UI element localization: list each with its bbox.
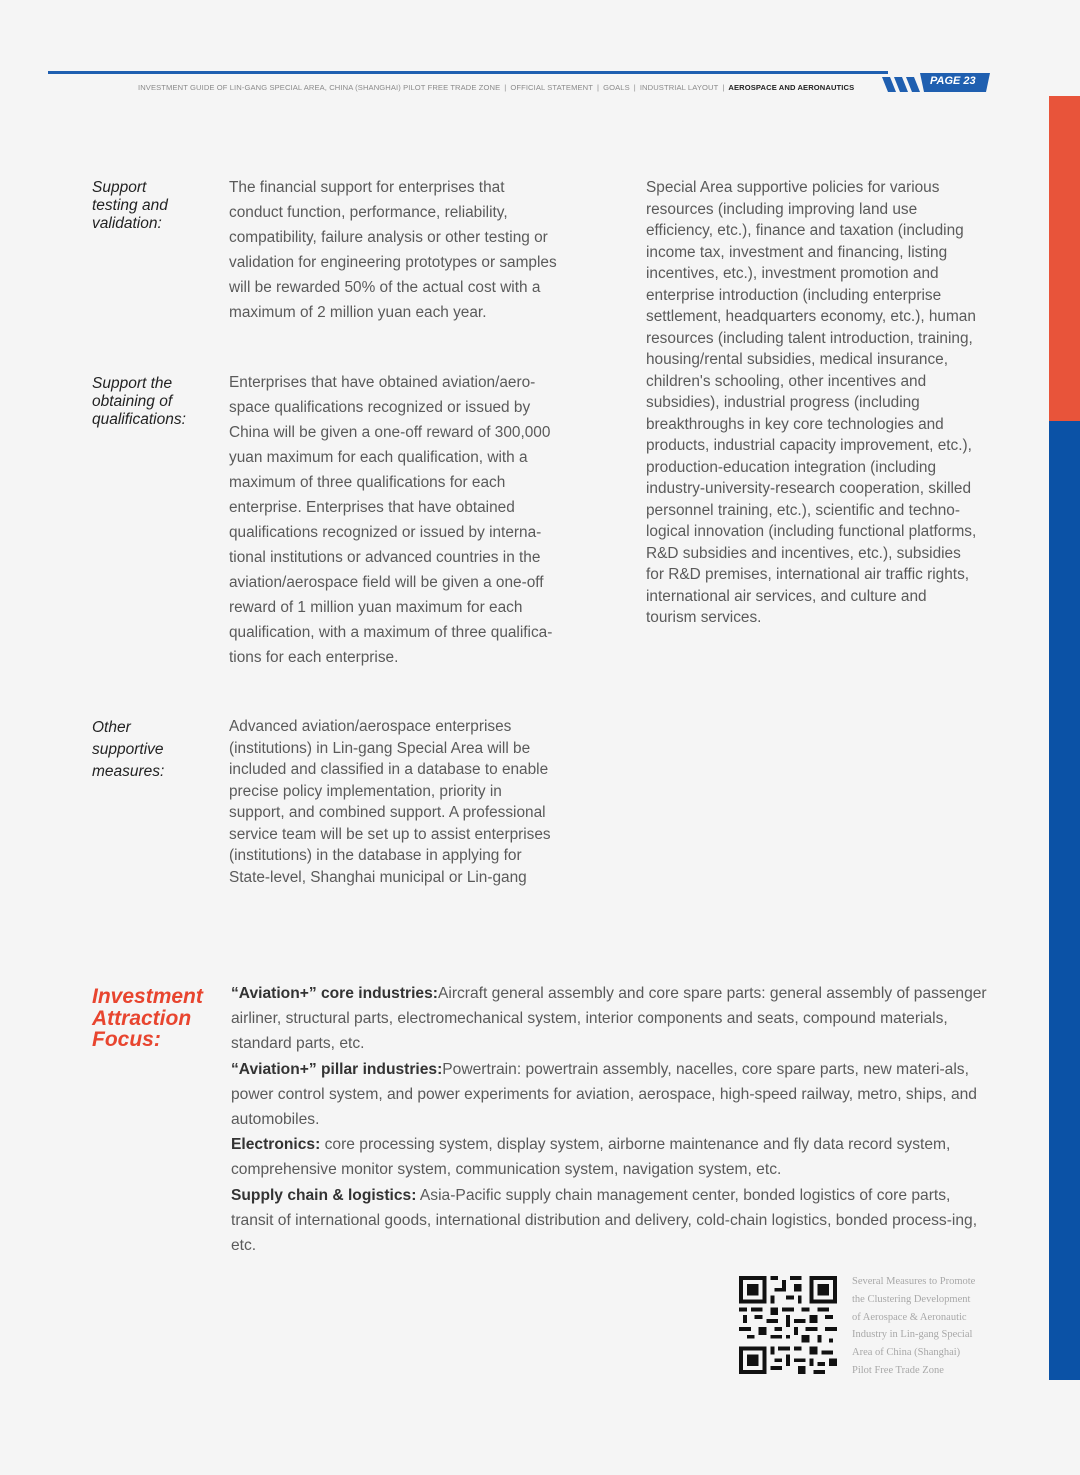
measure-text-other: Advanced aviation/aerospace enterprises (institutions) in Lin-gang Special Area will be included and classified in a database to enable precise policy implementation, priority in support, and combined support. A professional service team will be set up to assist enterprises (institutions) in the database in applying for State-level, Shanghai municipal or Lin-gang	[229, 718, 551, 886]
breadcrumb-item[interactable]: OFFICIAL STATEMENT	[510, 83, 594, 92]
focus-title: Investment Attraction Focus:	[92, 985, 203, 1051]
badge-stripe	[906, 77, 920, 92]
breadcrumb: INVESTMENT GUIDE OF LIN-GANG SPECIAL AREA, CHINA (SHANGHAI) PILOT FREE TRADE ZONE | OFFICIAL STATEMENT | GOALS | INDUSTRIAL LAYOUT | AEROSPACE AND AERONAUTICS	[138, 83, 855, 92]
focus-item: “Aviation+” core industries:Aircraft general assembly and core spare parts: general assembly of passenger airliner, structural parts, electromechanical system, interior components and seats, compound materials, standard parts, etc.	[231, 985, 987, 1053]
breadcrumb-item[interactable]: GOALS	[603, 83, 630, 92]
breadcrumb-item[interactable]: INDUSTRIAL LAYOUT	[639, 83, 719, 92]
focus-item: Electronics: core processing system, display system, airborne maintenance and fly data record system, comprehensive monitor system, communication system, navigation system, etc.	[231, 1136, 951, 1179]
focus-item: “Aviation+” pillar industries:Powertrain: powertrain assembly, nacelles, core spare parts, new materi-als, power control system, and power experiments for aviation, aerospace, high-speed railway, metro, ships, and automobiles.	[231, 1060, 977, 1129]
measure-label: Support testing and validation:	[92, 179, 168, 232]
focus-body	[231, 981, 991, 1258]
badge-stripe	[894, 77, 908, 92]
header-rule	[48, 71, 888, 74]
badge-stripe	[882, 77, 896, 92]
page-number: PAGE 23	[930, 75, 976, 87]
breadcrumb-active-section[interactable]: AEROSPACE AND AERONAUTICS	[728, 83, 855, 92]
measure-label: Support the obtaining of qualifications:	[92, 375, 186, 428]
right-column-text: Special Area supportive policies for various resources (including improving land use efficiency, etc.), finance and taxation (including income tax, investment and financing, listing incentives, etc.), investment promotion and enterprise introduction (including enterprise settlement, headquarters economy, etc.), human resources (including talent introduction, training, housing/rental subsidies, medical insurance, children's schooling, other incentives and subsidies), industrial progress (including breakthroughs in key core technologies and products, industrial capacity improvement, etc.), production-education integration (including industry-university-research cooperation, skilled personnel training, etc.), scientific and techno- logical innovation (including functional platforms, R&D subsidies and incentives, etc.), subsidies for R&D premises, international air traffic rights, international air services, and culture and tourism services.	[646, 179, 977, 626]
breadcrumb-item[interactable]: INVESTMENT GUIDE OF LIN-GANG SPECIAL AREA, CHINA (SHANGHAI) PILOT FREE TRADE ZONE	[138, 83, 501, 92]
qr-caption: Several Measures to Promote the Clustering Development of Aerospace & Aeronautic Industry in Lin-gang Special Area of China (Shanghai) Pilot Free Trade Zone	[852, 1276, 976, 1376]
focus-item: Supply chain & logistics: Asia-Pacific supply chain management center, bonded logistics of core parts, transit of international goods, international distribution and delivery, cold-chain logistics, bonded process-ing, etc.	[231, 1186, 978, 1255]
measure-text-qualifications: Enterprises that have obtained aviation/aero- space qualifications recognized or issued by China will be given a one-off reward of 300,000 yuan maximum for each qualification, with a maximum of three qualifications for each enterprise. Enterprises that have obtained qualifications recognized or issued by interna- tional institutions or advanced countries in the aviation/aerospace field will be given a one-off reward of 1 million yuan maximum for each qualification, with a maximum of three qualifica- tions for each enterprise.	[229, 374, 553, 666]
qr-code-icon[interactable]	[739, 1276, 837, 1374]
side-accent-blue	[1049, 421, 1080, 1380]
side-accent-red	[1049, 96, 1080, 421]
measure-text-testing: The financial support for enterprises that conduct function, performance, reliability, compatibility, failure analysis or other testing or validation for engineering prototypes or samples will be rewarded 50% of the actual cost with a maximum of 2 million yuan each year.	[229, 179, 557, 321]
measure-label: Other supportive measures:	[92, 719, 165, 780]
